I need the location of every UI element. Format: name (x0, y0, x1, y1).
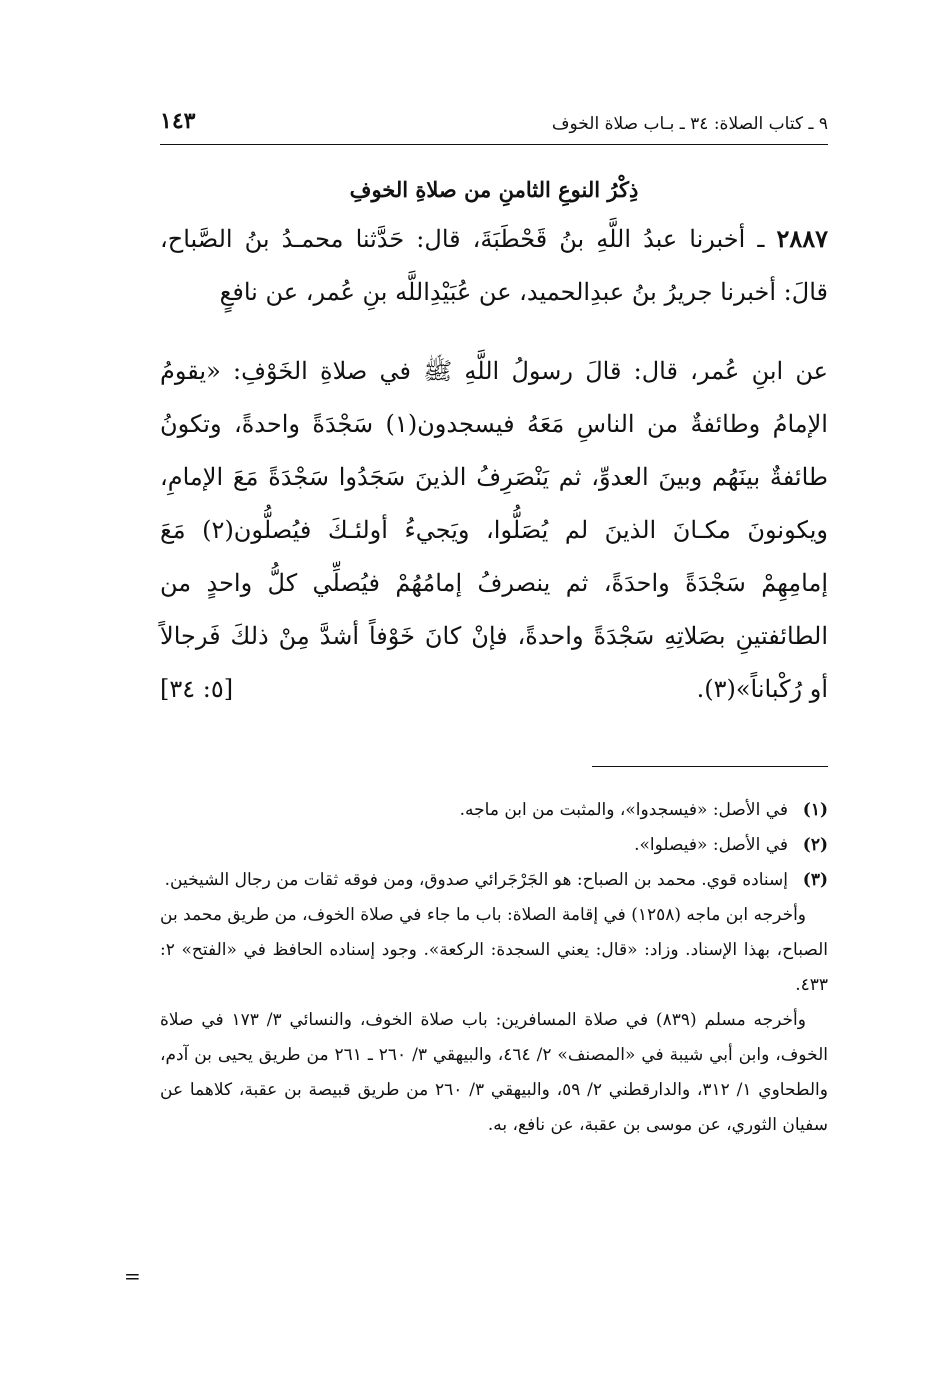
footnote-3 (160, 863, 828, 898)
footnote-separator (592, 766, 828, 767)
book-page (160, 108, 828, 1143)
footnote-1 (160, 793, 828, 828)
footnote-text: إسناده قوي. محمد بن الصباح: هو الجَرْجَرائي صدوق، ومن فوقه ثقات من رجال الشيخين. (164, 870, 788, 890)
hadith-isnad (160, 212, 828, 319)
running-title: ٩ ـ كتاب الصلاة: ٣٤ ـ بـاب صلاة الخوف (551, 114, 828, 134)
footnote-text: في الأصل: «فيصلوا». (634, 835, 788, 855)
footnote-2 (160, 828, 828, 863)
footnotes (160, 793, 828, 1143)
footnote-number: (٢) (802, 835, 828, 855)
hadith-matn (160, 345, 828, 716)
footnote-paragraph: وأخرجه مسلم (٨٣٩) في صلاة المسافرين: باب صلاة الخوف، والنسائي ٣/ ١٧٣ في صلاة الخوف، وابن أبي شيبة في «المصنف» ٢/ ٤٦٤، والبيهقي ٣/ ٢٦٠ ـ ٢٦١ من طريق يحيى بن آدم، والطحاوي ١/ ٣١٢، والدارقطني ٢/ ٥٩، والبيهقي ٣/ ٢٦٠ من طريق قبيصة بن عقبة، كلاهما عن سفيان الثوري، عن موسى بن عقبة، عن نافع، به. (160, 1010, 828, 1135)
footnote-paragraph: وأخرجه ابن ماجه (١٢٥٨) في إقامة الصلاة: باب ما جاء في صلاة الخوف، من طريق محمد بن الصباح، بهذا الإسناد. وزاد: «قال: يعني السجدة: الركعة». وجود إسناده الحافظ في «الفتح» ٢: ٤٣٣. (160, 905, 828, 995)
footnote-text: في الأصل: «فيسجدوا»، والمثبت من ابن ماجه. (459, 800, 788, 820)
page-number: ١٤٣ (160, 108, 196, 134)
matn-text: عن ابنِ عُمر، قال: قالَ رسولُ اللَّهِ ﷺ في صلاةِ الخَوْفِ: «يقومُ الإمامُ وطائفةٌ من الناسِ مَعَهُ فيسجدون(١) سَجْدَةً واحدةً، وتكونُ طائفةٌ بينَهُم وبينَ العدوِّ، ثم يَنْصَرِفُ الذينَ سَجَدُوا سَجْدَةً مَعَ الإمامِ، ويكونونَ مكـانَ الذينَ لم يُصَلُّوا، ويَجيءُ أولئـكَ فيُصلُّون(٢) مَعَ إمامِهِمْ سَجْدَةً واحدَةً، ثم ينصرفُ إمامُهُمْ فيُصلِّي كلُّ واحدٍ من الطائفتينِ بصَلاتِهِ سَجْدَةً واحدةً، فإنْ كانَ خَوْفاً أشدَّ مِنْ ذلكَ فَرجالاً أو رُكْباناً»(٣). (160, 357, 828, 703)
section-title: ذِكْرُ النوعِ الثامنِ من صلاةِ الخوفِ (349, 177, 639, 202)
continuation-mark: = (124, 1264, 141, 1288)
hadith-reference: [٥: ٣٤] (160, 675, 234, 703)
footnote-number: (٣) (802, 870, 828, 890)
hadith-number: ٢٨٨٧ (776, 224, 829, 253)
isnad-text: ـ أخبرنا عبدُ اللَّهِ بنُ قَحْطَبَةَ، قال: حَدَّثنا محمـدُ بنُ الصَّباح، قالَ: أخبرنا جريرُ بنُ عبدِالحميد، عن عُبَيْدِاللَّه بنِ عُمر، عن نافعٍ (160, 225, 828, 306)
running-header (160, 108, 828, 145)
footnote-number: (١) (802, 800, 828, 820)
